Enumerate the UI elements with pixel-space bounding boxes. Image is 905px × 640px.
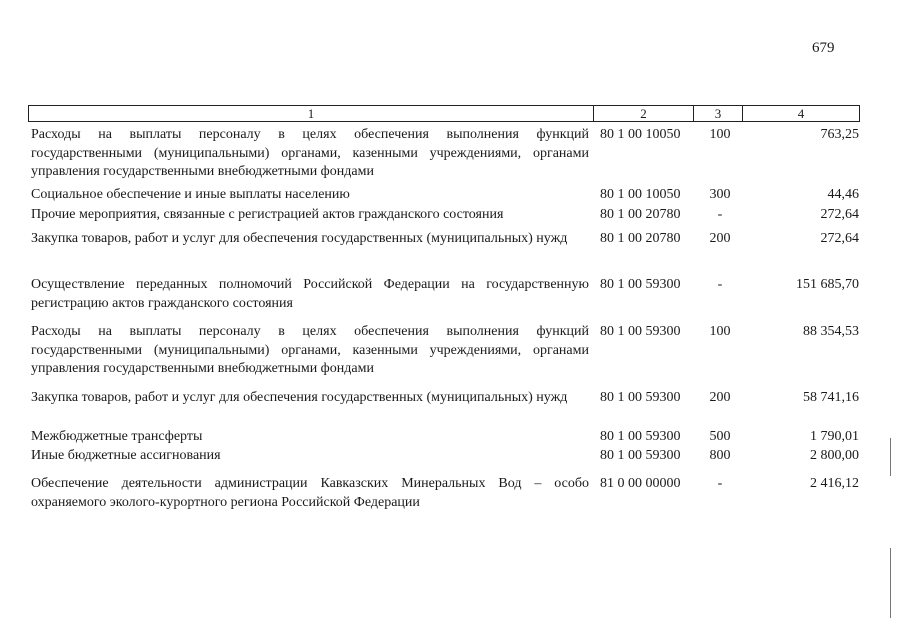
table-row: [31, 389, 859, 408]
table-row: [31, 428, 859, 447]
row-amount: 58 741,16: [803, 390, 859, 405]
row-name: Закупка товаров, работ и услуг для обеспечения государственных (муниципальных) нужд: [31, 390, 568, 405]
row-code: 80 1 00 59300: [600, 429, 681, 444]
header-col-2: 2: [593, 106, 693, 121]
scan-artifact-line: [890, 548, 891, 618]
row-name: Расходы на выплаты персоналу в целях обеспечения выполнения функций государственными (муниципальными) органами, казенными учреждениями, органами управления государственными внебюджетными фондами: [31, 324, 589, 376]
row-code: 81 0 00 00000: [600, 476, 681, 491]
row-amount: 272,64: [820, 231, 859, 246]
row-name: Иные бюджетные ассигнования: [31, 448, 221, 463]
row-code: 80 1 00 20780: [600, 231, 681, 246]
row-amount: 272,64: [820, 207, 859, 222]
row-code: 80 1 00 20780: [600, 207, 681, 222]
scan-artifact-line: [890, 438, 891, 476]
row-vr: 100: [709, 324, 731, 339]
table-row: [31, 447, 859, 466]
row-vr: -: [717, 476, 723, 491]
row-name: Закупка товаров, работ и услуг для обеспечения государственных (муниципальных) нужд: [31, 231, 568, 246]
row-amount: 88 354,53: [803, 324, 859, 339]
row-name: Социальное обеспечение и иные выплаты населению: [31, 187, 350, 202]
table-row: [31, 276, 859, 313]
header-col-3: 3: [693, 106, 742, 121]
row-vr: -: [717, 207, 723, 222]
row-name: Межбюджетные трансферты: [31, 429, 203, 444]
row-name: Осуществление переданных полномочий Российской Федерации на государственную регистрацию актов гражданского состояния: [31, 277, 589, 311]
row-amount: 1 790,01: [810, 429, 859, 444]
row-amount: 2 800,00: [810, 448, 859, 463]
row-code: 80 1 00 10050: [600, 187, 681, 202]
row-amount: 2 416,12: [810, 476, 859, 491]
row-amount: 44,46: [827, 187, 859, 202]
table-row: [31, 206, 859, 225]
table-header: [28, 105, 860, 122]
row-amount: 763,25: [820, 127, 859, 142]
row-vr: 800: [709, 448, 731, 463]
header-col-1: 1: [307, 106, 315, 121]
row-code: 80 1 00 10050: [600, 127, 681, 142]
row-code: 80 1 00 59300: [600, 448, 681, 463]
row-vr: 100: [709, 127, 731, 142]
row-code: 80 1 00 59300: [600, 324, 681, 339]
row-name: Обеспечение деятельности администрации Кавказских Минеральных Вод – особо охраняемого эколого-курортного региона Российской Федерации: [31, 476, 589, 510]
table-row: [31, 230, 859, 249]
table-row: [31, 126, 859, 182]
row-amount: 151 685,70: [796, 277, 859, 292]
row-name: Прочие мероприятия, связанные с регистрацией актов гражданского состояния: [31, 207, 504, 222]
row-code: 80 1 00 59300: [600, 390, 681, 405]
row-vr: -: [717, 277, 723, 292]
table-row: [31, 186, 859, 205]
row-vr: 500: [709, 429, 731, 444]
row-vr: 300: [709, 187, 731, 202]
row-vr: 200: [709, 390, 731, 405]
page-number: 679: [812, 40, 835, 56]
table-row: [31, 323, 859, 379]
table-row: [31, 475, 859, 512]
row-name: Расходы на выплаты персоналу в целях обеспечения выполнения функций государственными (муниципальными) органами, казенными учреждениями, органами управления государственными внебюджетными фондами: [31, 127, 589, 179]
row-vr: 200: [709, 231, 731, 246]
header-col-4: 4: [742, 106, 859, 121]
row-code: 80 1 00 59300: [600, 277, 681, 292]
